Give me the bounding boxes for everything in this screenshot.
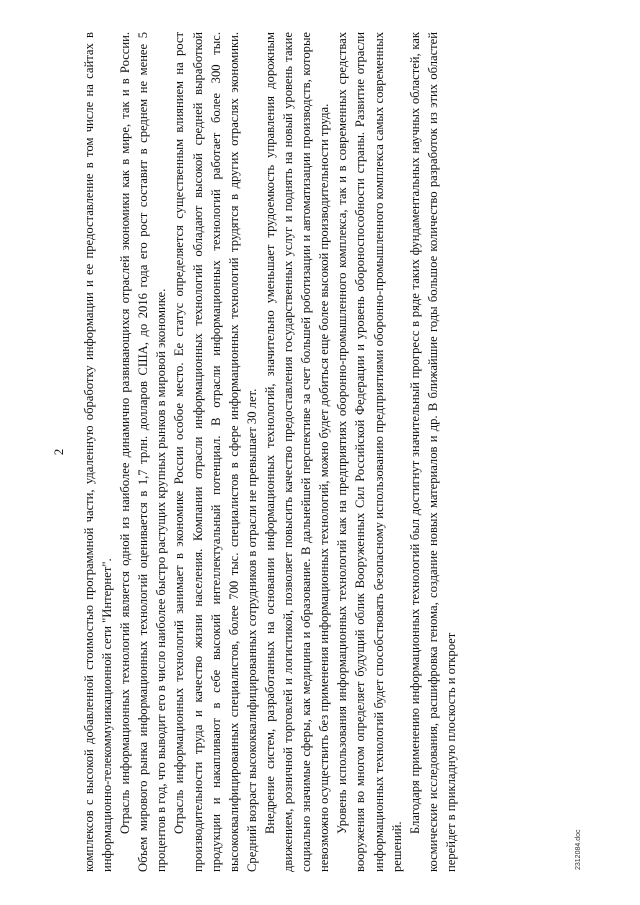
document-file-code: 2312084.doc [575, 829, 582, 870]
paragraph: Уровень использования информационных технологий как на предприятиях оборонно-промышленного комплекса, так и в современных средствах вооружения во многом определяет будущий облик Вооруженных Сил Российской Федерации и уровень обороноспособности страны. Развитие отрасли информационных технологий будет способствовать безопасному использованию предприятиями оборонно-промышленного комплекса самых современных решений. [335, 32, 404, 872]
document-body [80, 32, 460, 872]
paragraph: Отрасль информационных технологий занимает в экономике России особое место. Ее статус определяется существенным влиянием на рост производительности труда и качество жизни населения. Компании отрасли информационных технологий обладают высокой средней выработкой продукции и накапливают в себе высокий интеллектуальный потенциал. В отрасли информационных технологий работает более 300 тыс. высококвалифицированных специалистов, более 700 тыс. специалистов в сфере информационных технологий трудятся в других отраслях экономики. Средний возраст высококвалифицированных сотрудников в отрасли не превышает 30 лет. [172, 32, 259, 872]
paragraph: Благодаря применению информационных технологий был достигнут значительный прогресс в ряде таких фундаментальных научных областей, как космические исследования, расшифровка генома, создание новых материалов и др. В ближайшие годы большое количество разработок из этих областей перейдет в прикладную плоскость и откроет [407, 32, 458, 872]
paragraph: Отрасль информационных технологий является одной из наиболее динамично развивающихся отраслей экономики как в мире, так и в России. Объем мирового рынка информационных технологий оценивается в 1,7 трлн. долларов США, до 2016 года его рост составит в среднем не менее 5 процентов в год, что выводит его в число наиболее быстро растущих крупных рынков в мировой экономике. [118, 32, 169, 872]
rotated-text-frame [50, 32, 590, 872]
paragraph: комплексов с высокой добавленной стоимостью программной части, удаленную обработку информации и ее предоставление в том числе на сайтах в информационно-телекоммуникационной сети "Интернет". [82, 32, 115, 872]
page-number: 2 [51, 448, 66, 456]
paragraph: Внедрение систем, разработанных на основании информационных технологий, значительно уменьшает трудоемкость управления дорожным движением, розничной торговлей и логистикой, позволяет повысить качество предоставления государственных услуг и поднять на новый уровень такие социально значимые сферы, как медицина и образование. В дальнейшей перспективе за счет большей роботизации и автоматизации производств, которые невозможно осуществить без применения информационных технологий, можно будет добиться еще более высокой производительности труда. [262, 32, 332, 872]
